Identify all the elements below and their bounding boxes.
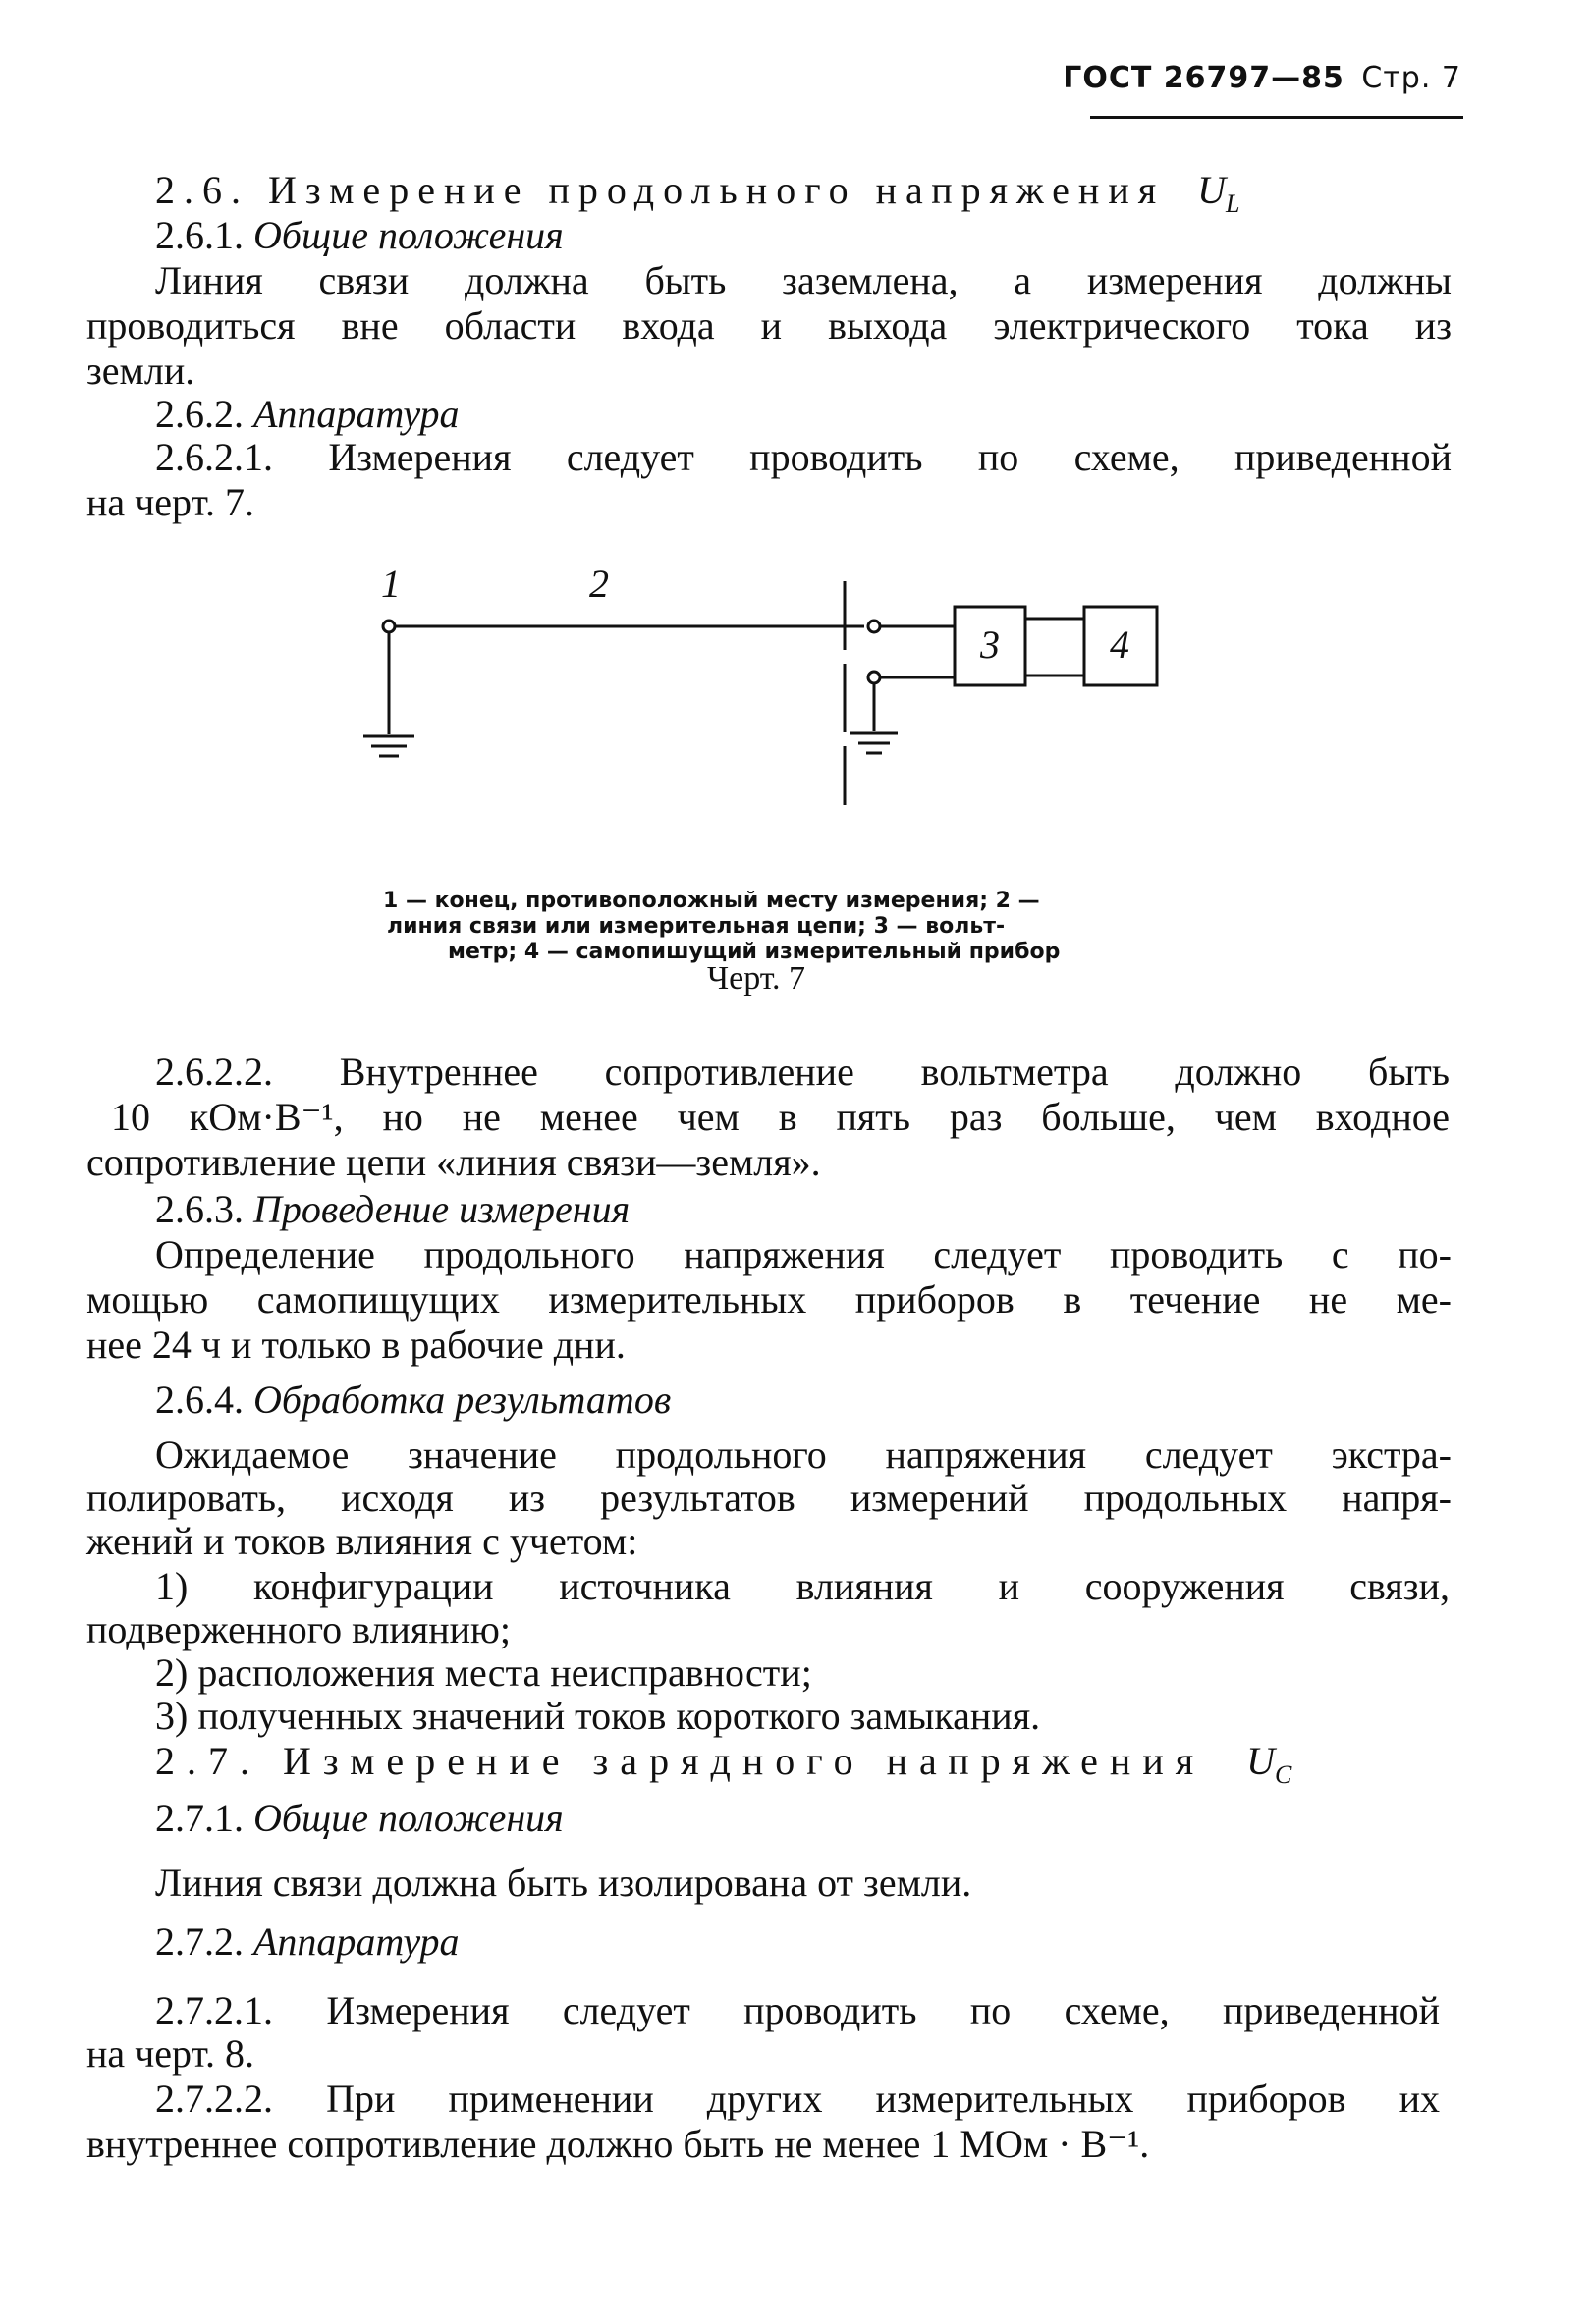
paragraph-line: на черт. 7. (86, 480, 254, 524)
list-item: подверженного влиянию; (86, 1607, 512, 1651)
label-4: 4 (1110, 622, 1129, 667)
ground-icon-left (363, 736, 414, 756)
running-header (1063, 61, 1461, 95)
paragraph-line: внутреннее сопротивление должно быть не менее 1 МОм · В⁻¹. (86, 2122, 1150, 2166)
label-3: 3 (980, 622, 1000, 667)
header-doc-number: ГОСТ 26797—85 (1063, 61, 1344, 95)
paragraph-line: земли. (86, 349, 195, 393)
section-2-6-title: 2.6. Измерение продольного напряжения $U_L$ (155, 168, 1240, 218)
paragraph-line: проводиться вне области входа и выхода электрического тока из (86, 303, 1452, 348)
paragraph-line: Определение продольного напряжения следует проводить с по- (155, 1232, 1452, 1276)
title-variable: $U_C$ (1246, 1739, 1292, 1789)
paragraph-line: 10 кОм·В⁻¹, но не менее чем в пять раз больше, чем входное (111, 1095, 1450, 1139)
paragraph-line: 2.6.2.2. Внутреннее сопротивление вольтметра должно быть (155, 1050, 1450, 1094)
list-item: 1) конфигурации источника влияния и сооружения связи, (155, 1564, 1450, 1608)
title-variable: $U_L$ (1197, 168, 1240, 218)
circuit-diagram (354, 560, 1169, 815)
terminal-top (868, 621, 880, 632)
list-item: 3) полученных значений токов короткого замыкания. (155, 1694, 1041, 1738)
subsection-2-7-2: 2.7.2. Аппаратура (155, 1919, 460, 1964)
subsection-2-6-3: 2.6.3. Проведение измерения (155, 1187, 631, 1231)
paragraph-line: Линия связи должна быть изолирована от земли. (155, 1861, 972, 1905)
section-2-7-title: 2.7. Измерение зарядного напряжения $U_C$ (155, 1739, 1292, 1789)
paragraph-line: 2.7.2.2. При применении других измерительных приборов их (155, 2077, 1440, 2121)
subsection-2-6-1: 2.6.1. Общие положения (155, 213, 564, 257)
subsection-2-6-2: 2.6.2. Аппаратура (155, 392, 460, 436)
label-1: 1 (381, 562, 401, 606)
figure-caption-line: метр; 4 — самопишущий измерительный прибор (448, 940, 1061, 964)
ground-icon-right (850, 733, 898, 753)
paragraph-line: полировать, исходя из результатов измерений продольных напря- (86, 1476, 1452, 1520)
paragraph-line: Ожидаемое значение продольного напряжения следует экстра- (155, 1432, 1452, 1477)
paragraph-line: Линия связи должна быть заземлена, а измерения должны (155, 258, 1452, 302)
paragraph-line: жений и токов влияния с учетом: (86, 1519, 638, 1563)
list-item: 2) расположения места неисправности; (155, 1650, 812, 1695)
paragraph-line: мощью самопищущих измерительных приборов в течение не ме- (86, 1277, 1452, 1322)
paragraph-line: 2.6.2.1. Измерения следует проводить по схеме, приведенной (155, 435, 1452, 479)
terminal-bottom (868, 672, 880, 683)
subsection-2-7-1: 2.7.1. Общие положения (155, 1796, 564, 1840)
terminal-left (383, 621, 395, 632)
paragraph-line: сопротивление цепи «линия связи—земля». (86, 1140, 821, 1184)
header-rule (1090, 116, 1463, 119)
header-page-number: Стр. 7 (1361, 61, 1461, 95)
figure-title: Черт. 7 (707, 960, 806, 997)
label-2: 2 (589, 562, 609, 606)
paragraph-line: 2.7.2.1. Измерения следует проводить по схеме, приведенной (155, 1988, 1440, 2032)
figure-caption-line: 1 — конец, противоположный месту измерения; 2 — (383, 889, 1040, 913)
figure-caption-line: линия связи или измерительная цепи; 3 — вольт- (387, 914, 1006, 939)
subsection-2-6-4: 2.6.4. Обработка результатов (155, 1378, 672, 1422)
paragraph-line: нее 24 ч и только в рабочие дни. (86, 1323, 626, 1367)
paragraph-line: на черт. 8. (86, 2031, 254, 2076)
